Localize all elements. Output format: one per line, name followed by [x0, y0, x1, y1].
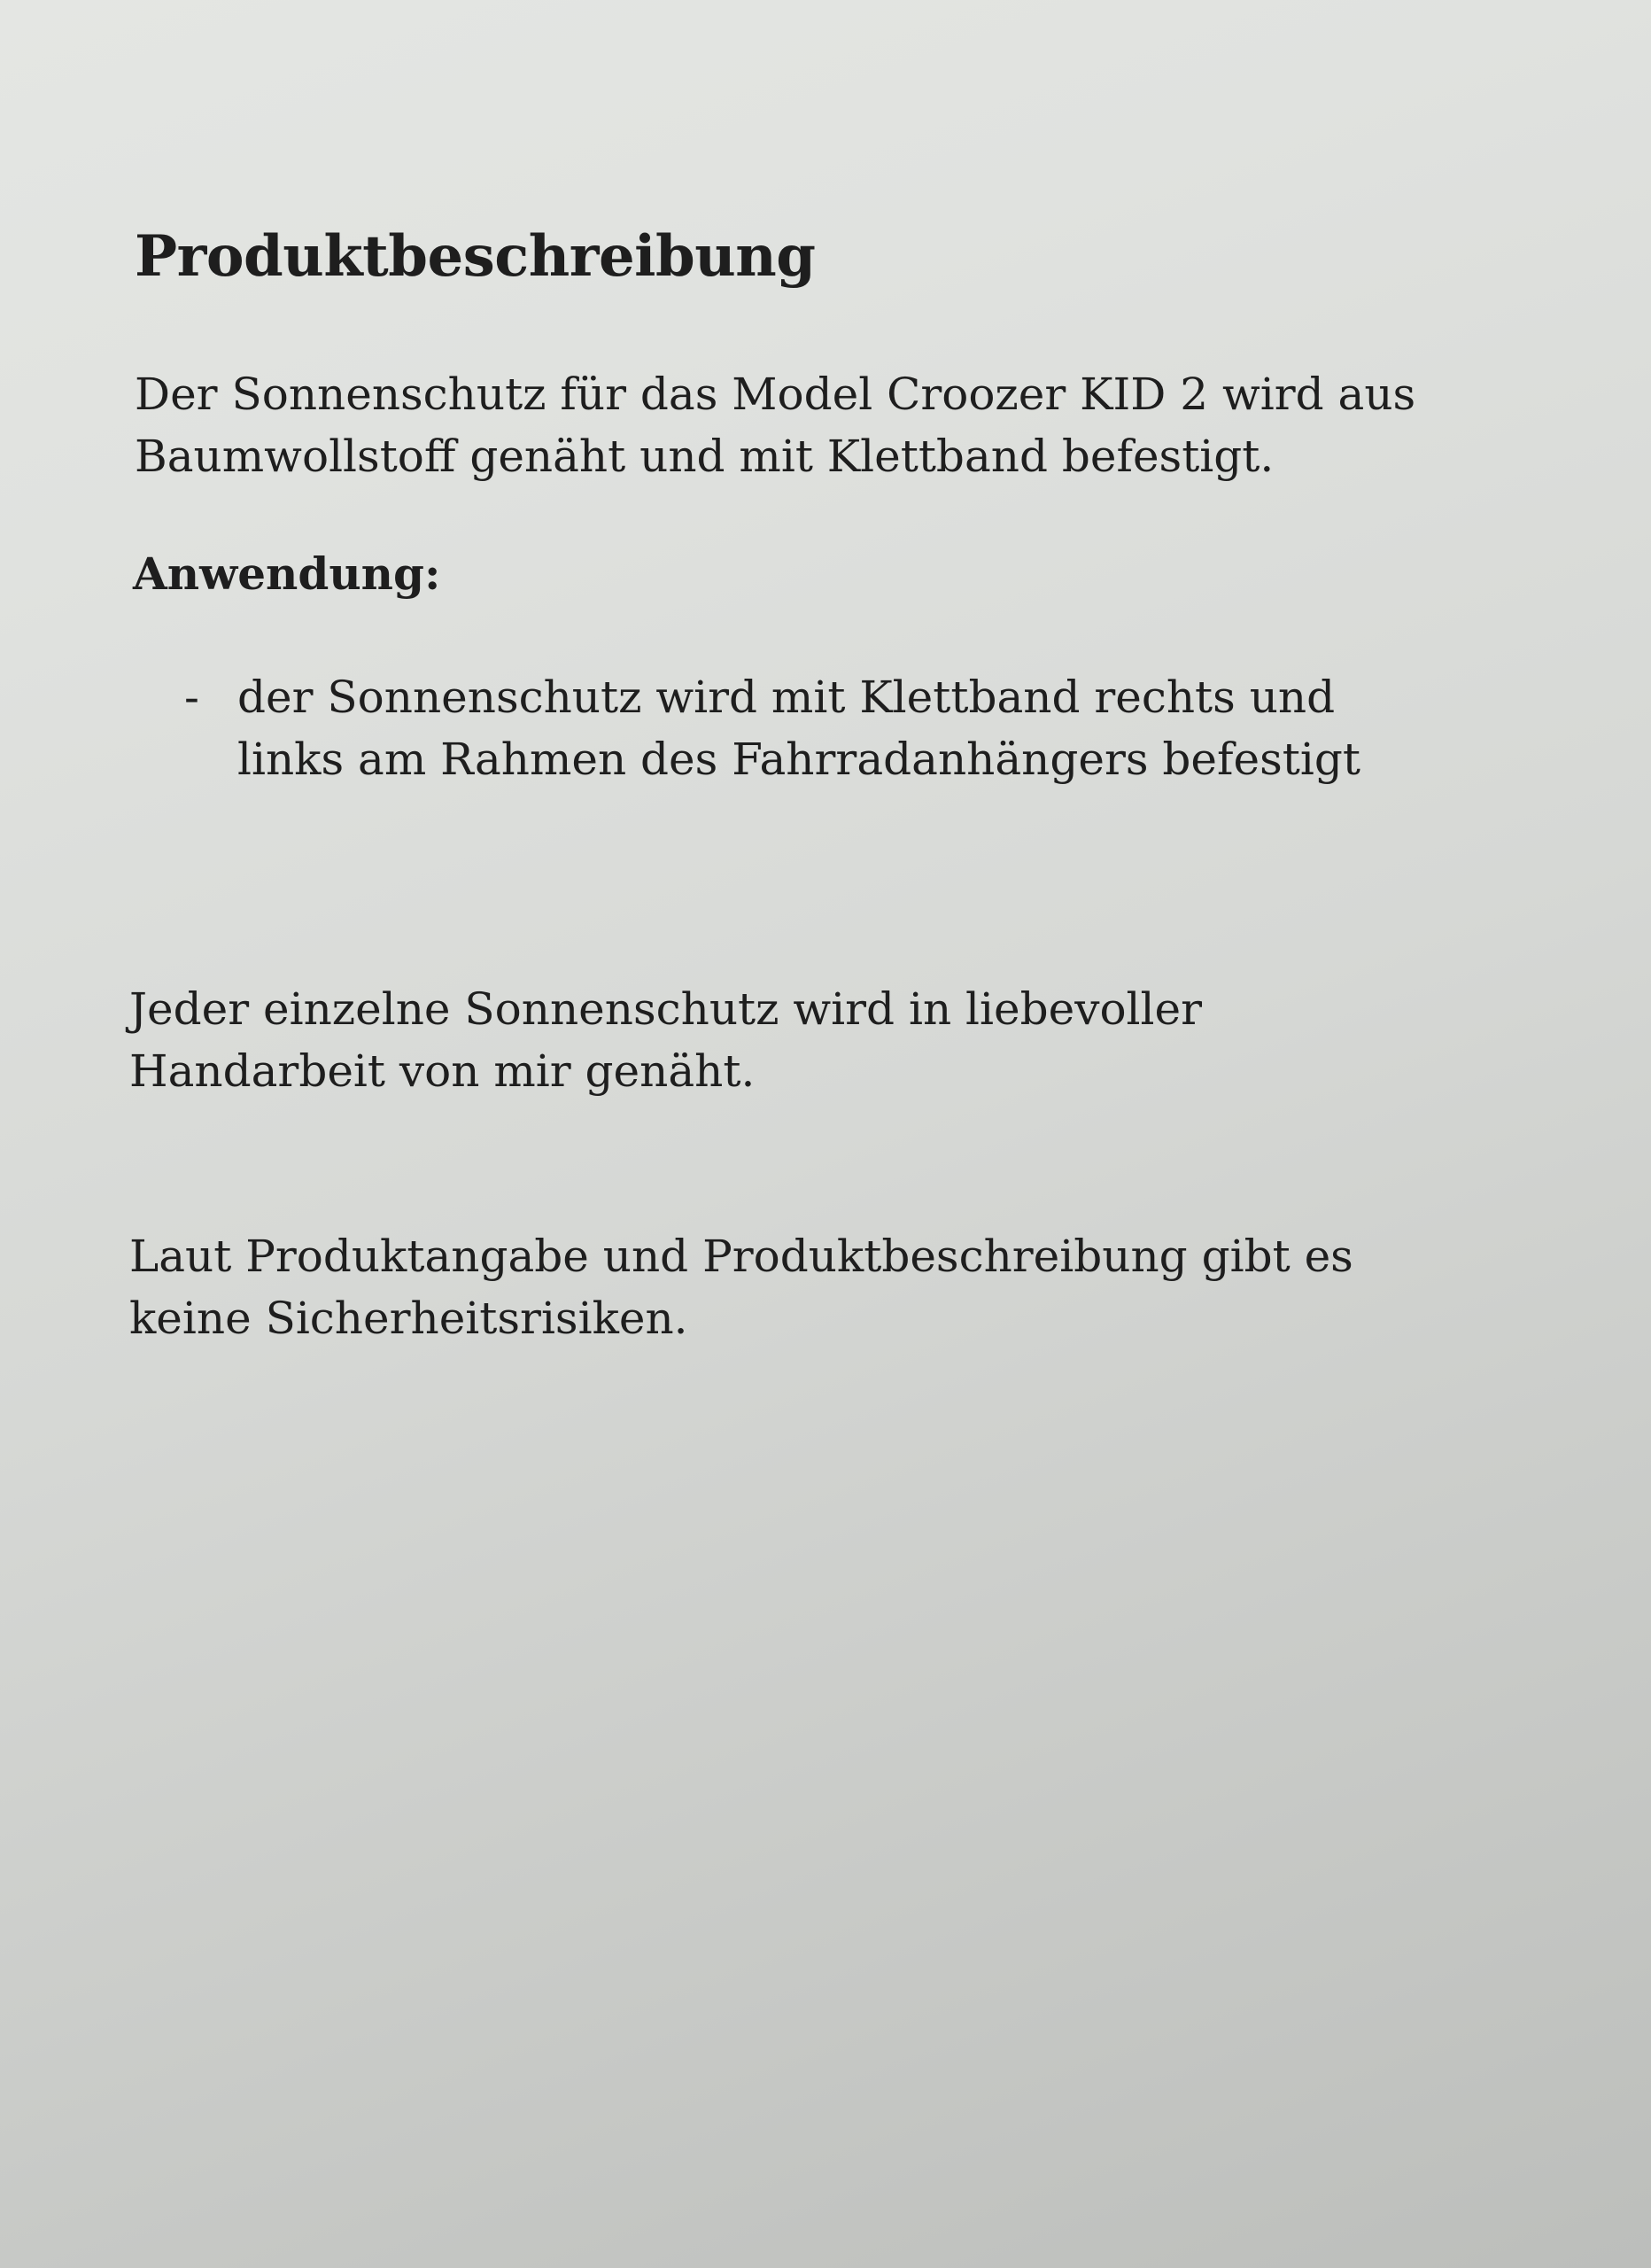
safety-line-2: keine Sicherheitsrisiken.: [129, 1293, 688, 1344]
usage-heading: Anwendung:: [133, 548, 441, 600]
dash-bullet: -: [184, 672, 199, 723]
handmade-line-2: Handarbeit von mir genäht.: [129, 1045, 756, 1097]
intro-line-1: Der Sonnenschutz für das Model Croozer KID 2 wird aus: [135, 369, 1416, 420]
document-title: Produktbeschreibung: [135, 223, 816, 290]
usage-list: [177, 666, 1360, 790]
usage-item-line-2: links am Rahmen des Fahrradanhängers befestigt: [237, 734, 1360, 785]
handmade-paragraph: [129, 978, 1202, 1102]
safety-paragraph: [129, 1225, 1353, 1349]
intro-line-2: Baumwollstoff genäht und mit Klettband befestigt.: [135, 431, 1275, 482]
safety-line-1: Laut Produktangabe und Produktbeschreibung gibt es: [129, 1231, 1353, 1282]
handmade-line-1: Jeder einzelne Sonnenschutz wird in liebevoller: [129, 983, 1203, 1035]
usage-item-line-1: der Sonnenschutz wird mit Klettband rechts und: [237, 672, 1336, 723]
usage-list-item: [177, 666, 1360, 790]
intro-paragraph: [135, 363, 1415, 487]
